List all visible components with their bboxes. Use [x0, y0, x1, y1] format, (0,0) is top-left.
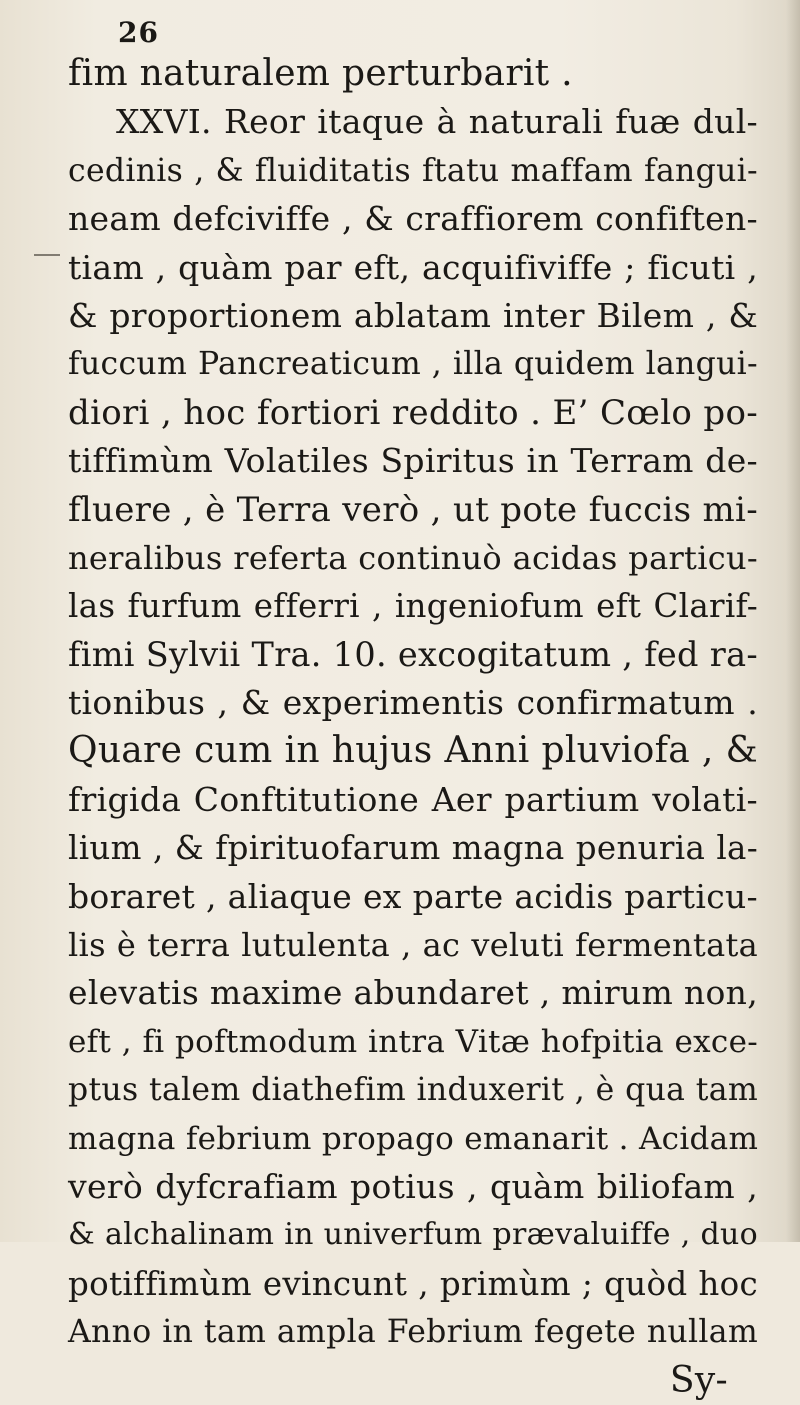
page-edge-shadow: [786, 0, 800, 1242]
text-line: & alchalinam in univerfum prævaluiffe , duo: [68, 1217, 758, 1253]
text-line: Anno in tam ampla Febrium fegete nullam: [68, 1314, 758, 1351]
text-line: fimi Sylvii Tra. 10. excogitatum , fed ra-: [68, 634, 758, 674]
text-line: boraret , aliaque ex parte acidis particu-: [68, 876, 758, 916]
text-line: verò dyfcrafiam potius , quàm biliofam ,: [68, 1166, 758, 1206]
body-text: [68, 50, 758, 1405]
text-line: eft , fi poftmodum intra Vitæ hofpitia exce-: [68, 1023, 758, 1060]
text-line: magna febrium propago emanarit . Acidam: [68, 1120, 759, 1157]
page-number: 26: [118, 16, 159, 49]
text-line: las furfum efferri , ingeniofum eft Clarif-: [68, 587, 758, 626]
margin-mark: [34, 254, 60, 256]
text-line: ptus talem diathefim induxerit , è qua tam: [68, 1072, 758, 1109]
text-line: fuccum Pancreaticum , illa quidem langui-: [68, 346, 758, 383]
text-line: tionibus , & experimentis confirmatum .: [68, 683, 758, 723]
text-line: fluere , è Terra verò , ut pote fuccis mi-: [68, 489, 758, 530]
text-line: tiam , quàm par eft, acquifiviffe ; ficuti ,: [68, 247, 758, 287]
text-line: tiffimùm Volatiles Spiritus in Terram de-: [68, 441, 758, 481]
text-line: elevatis maxime abundaret , mirum non,: [68, 973, 758, 1013]
text-line: frigida Conftitutione Aer partium volati-: [68, 779, 758, 819]
text-line: potiffimùm evincunt , primùm ; quòd hoc: [68, 1264, 758, 1303]
text-line: neam defciviffe , & craffiorem confiften-: [68, 199, 758, 239]
text-line: cedinis , & fluiditatis ftatu maffam fangui-: [68, 152, 758, 189]
text-line: lis è terra lutulenta , ac veluti fermentata: [68, 926, 758, 965]
text-line: neralibus referta continuò acidas particu-: [68, 538, 758, 577]
text-line: XXVI. Reor itaque à naturali fuæ dul-: [116, 102, 758, 142]
text-line: lium , & fpirituofarum magna penuria la-: [68, 829, 758, 868]
text-line: diori , hoc fortiori reddito . E’ Cœlo po-: [68, 392, 758, 433]
catchword: Sy-: [669, 1359, 728, 1401]
text-line: fim naturalem perturbarit .: [68, 53, 573, 94]
text-line: Quare cum in hujus Anni pluviofa , &: [68, 730, 758, 772]
text-line: & proportionem ablatam inter Bilem , &: [68, 295, 758, 335]
